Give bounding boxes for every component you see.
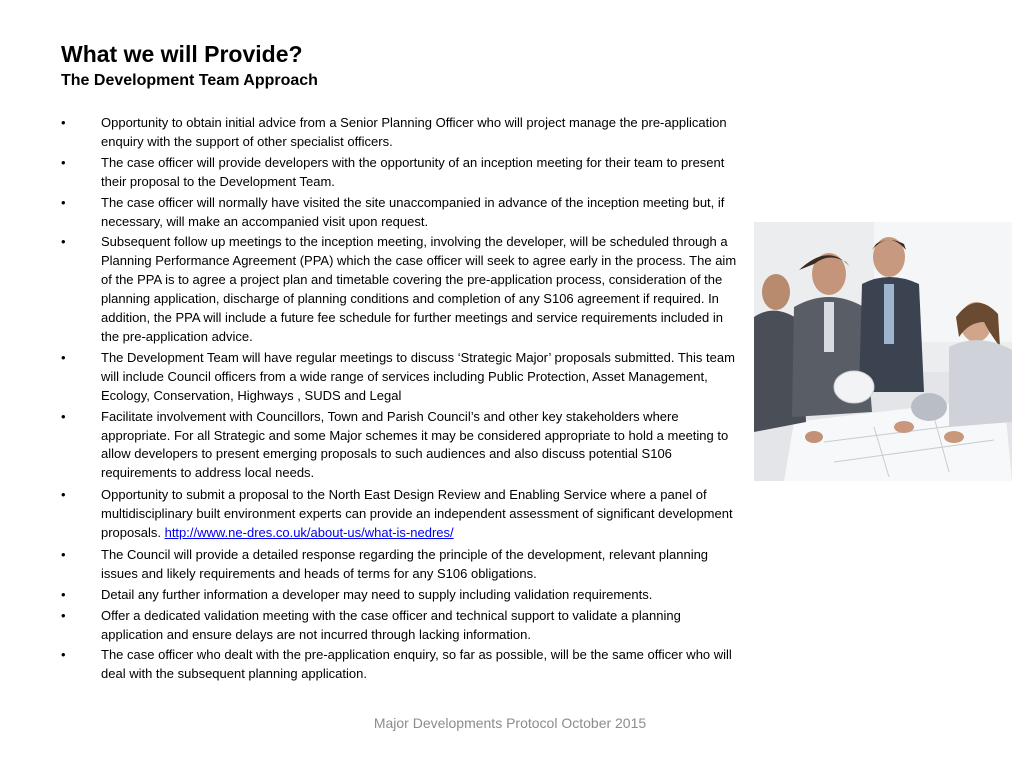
bullet-dot-icon: • [61, 408, 66, 424]
bullet-item [61, 486, 741, 543]
footer-text: Major Developments Protocol October 2015 [373, 715, 647, 731]
bullet-dot-icon: • [61, 546, 66, 562]
bullet-item [61, 349, 741, 406]
bullet-item [61, 586, 741, 605]
bullet-text: Detail any further information a developer may need to supply including validation requirements. [101, 586, 653, 602]
bullet-item [61, 233, 741, 346]
team-meeting-photo [754, 222, 1012, 481]
bullet-dot-icon: • [61, 115, 66, 130]
bullet-text: The Development Team will have regular meetings to discuss ‘Strategic Major’ proposals submitted. This team will include Council officers from a wide range of services including Public Protection, Asset Management, Ecology, Conservation, Highways , SUDS and Legal [101, 349, 735, 403]
bullet-dot-icon: • [61, 607, 66, 623]
bullet-text: Subsequent follow up meetings to the inception meeting, involving the developer, will be scheduled through a Planning Performance Agreement (PPA) which the case officer will seek to agree early in the process. The aim of the PPA is to agree a project plan and timetable covering the pre-application process, consideration of the planning application, discharge of planning conditions and completion of any S106 agreement if required. In addition, the PPA will include a future fee schedule for further meetings and service requirements included in the pre-application advice. [101, 234, 737, 344]
bullet-item [61, 114, 741, 152]
bullet-text: The Council will provide a detailed response regarding the principle of the development, relevant planning issues and likely requirements and heads of terms for any S106 obligations. [101, 546, 709, 581]
bullet-item [61, 194, 741, 232]
bullet-dot-icon: • [61, 194, 66, 210]
bullet-text: Opportunity to submit a proposal to the North East Design Review and Enabling Service where a panel of multidisciplinary built environment experts can provide an independent assessment of significant development proposals. [101, 487, 733, 541]
bullet-dot-icon: • [61, 234, 66, 250]
bullet-item [61, 646, 741, 684]
slide-subtitle: The Development Team Approach [61, 72, 318, 89]
bullet-dot-icon: • [61, 647, 66, 663]
nedres-link[interactable]: http://www.ne-dres.co.uk/about-us/what-is-nedres/ [164, 525, 454, 541]
bullet-text: The case officer will provide developers with the opportunity of an inception meeting for their team to present their proposal to the Development Team. [101, 154, 725, 189]
bullet-text: The case officer will normally have visited the site unaccompanied in advance of the inception meeting but, if necessary, will make an accompanied visit upon request. [101, 194, 725, 229]
bullet-item [61, 408, 741, 484]
slide-title: What we will Provide? [61, 41, 303, 67]
bullet-item [61, 154, 741, 192]
bullet-text: Opportunity to obtain initial advice from a Senior Planning Officer who will project manage the pre-application enquiry with the support of other specialist officers. [101, 115, 727, 149]
team-meeting-photo-icon [754, 222, 1012, 481]
bullet-dot-icon: • [61, 154, 66, 170]
bullet-dot-icon: • [61, 349, 66, 365]
bullet-item [61, 546, 741, 584]
bullet-item [61, 607, 741, 645]
bullet-text: The case officer who dealt with the pre-application enquiry, so far as possible, will be the same officer who will deal with the subsequent planning application. [101, 647, 732, 682]
bullet-text: Facilitate involvement with Councillors, Town and Parish Council’s and other key stakeholders where appropriate. For all Strategic and some Major schemes it may be considered appropriate to hold a meeting to allow developers to present emerging proposals to such audiences and also discuss potential S106 requirements to address local needs. [101, 408, 729, 481]
bullet-list [61, 114, 741, 686]
bullet-text: Offer a dedicated validation meeting with the case officer and technical support to validate a planning application and ensure delays are not incurred through lacking information. [101, 607, 681, 642]
bullet-dot-icon: • [61, 586, 66, 602]
bullet-dot-icon: • [61, 487, 66, 503]
